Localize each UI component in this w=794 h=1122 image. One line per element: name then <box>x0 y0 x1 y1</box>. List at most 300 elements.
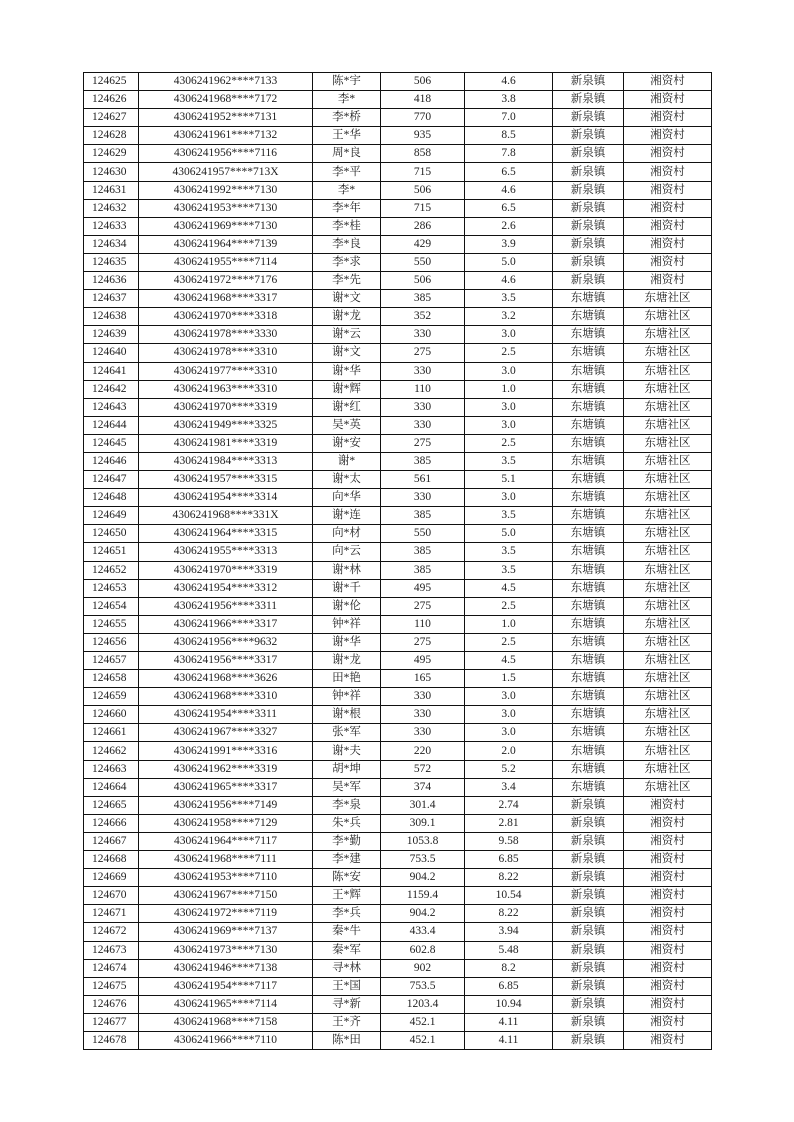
row-number-cell: 124663 <box>84 760 139 778</box>
id-number-cell: 4306241953****7110 <box>139 869 313 887</box>
village-cell: 东塘社区 <box>624 579 712 597</box>
town-cell: 东塘镇 <box>553 615 624 633</box>
row-number-cell: 124629 <box>84 145 139 163</box>
id-number-cell: 4306241967****3327 <box>139 724 313 742</box>
town-cell: 新泉镇 <box>553 199 624 217</box>
value-cell: 1.0 <box>465 615 553 633</box>
village-cell: 东塘社区 <box>624 290 712 308</box>
village-cell: 东塘社区 <box>624 489 712 507</box>
row-number-cell: 124649 <box>84 507 139 525</box>
name-cell: 谢*龙 <box>313 308 381 326</box>
amount-cell: 385 <box>381 561 465 579</box>
amount-cell: 506 <box>381 272 465 290</box>
name-cell: 李*兵 <box>313 905 381 923</box>
name-cell: 陈*田 <box>313 1031 381 1049</box>
name-cell: 谢*千 <box>313 579 381 597</box>
village-cell: 东塘社区 <box>624 742 712 760</box>
row-number-cell: 124630 <box>84 163 139 181</box>
table-row <box>84 91 712 109</box>
amount-cell: 858 <box>381 145 465 163</box>
row-number-cell: 124659 <box>84 688 139 706</box>
town-cell: 新泉镇 <box>553 235 624 253</box>
amount-cell: 495 <box>381 579 465 597</box>
name-cell: 谢*华 <box>313 633 381 651</box>
village-cell: 湘资村 <box>624 977 712 995</box>
name-cell: 李*求 <box>313 253 381 271</box>
value-cell: 3.9 <box>465 235 553 253</box>
row-number-cell: 124625 <box>84 73 139 91</box>
table-row <box>84 434 712 452</box>
town-cell: 新泉镇 <box>553 887 624 905</box>
amount-cell: 904.2 <box>381 905 465 923</box>
id-number-cell: 4306241955****3313 <box>139 543 313 561</box>
town-cell: 新泉镇 <box>553 145 624 163</box>
name-cell: 谢*辉 <box>313 380 381 398</box>
value-cell: 3.5 <box>465 561 553 579</box>
value-cell: 3.94 <box>465 923 553 941</box>
village-cell: 东塘社区 <box>624 507 712 525</box>
table-row <box>84 181 712 199</box>
name-cell: 李*桥 <box>313 109 381 127</box>
village-cell: 东塘社区 <box>624 670 712 688</box>
value-cell: 3.0 <box>465 362 553 380</box>
amount-cell: 110 <box>381 380 465 398</box>
village-cell: 东塘社区 <box>624 525 712 543</box>
value-cell: 4.5 <box>465 652 553 670</box>
table-row <box>84 832 712 850</box>
row-number-cell: 124676 <box>84 995 139 1013</box>
amount-cell: 385 <box>381 452 465 470</box>
table-row <box>84 73 712 91</box>
village-cell: 湘资村 <box>624 905 712 923</box>
town-cell: 东塘镇 <box>553 489 624 507</box>
town-cell: 东塘镇 <box>553 326 624 344</box>
id-number-cell: 4306241968****331X <box>139 507 313 525</box>
id-number-cell: 4306241964****7139 <box>139 235 313 253</box>
row-number-cell: 124633 <box>84 217 139 235</box>
town-cell: 新泉镇 <box>553 995 624 1013</box>
amount-cell: 330 <box>381 326 465 344</box>
table-row <box>84 1031 712 1049</box>
id-number-cell: 4306241956****3311 <box>139 597 313 615</box>
name-cell: 李*桂 <box>313 217 381 235</box>
value-cell: 4.6 <box>465 272 553 290</box>
village-cell: 湘资村 <box>624 199 712 217</box>
village-cell: 湘资村 <box>624 91 712 109</box>
value-cell: 2.74 <box>465 796 553 814</box>
name-cell: 王*齐 <box>313 1013 381 1031</box>
row-number-cell: 124674 <box>84 959 139 977</box>
village-cell: 湘资村 <box>624 923 712 941</box>
town-cell: 新泉镇 <box>553 272 624 290</box>
table-row <box>84 145 712 163</box>
id-number-cell: 4306241970****3319 <box>139 561 313 579</box>
name-cell: 李*年 <box>313 199 381 217</box>
village-cell: 东塘社区 <box>624 434 712 452</box>
id-number-cell: 4306241984****3313 <box>139 452 313 470</box>
town-cell: 新泉镇 <box>553 73 624 91</box>
id-number-cell: 4306241956****7149 <box>139 796 313 814</box>
name-cell: 李*勤 <box>313 832 381 850</box>
value-cell: 4.11 <box>465 1031 553 1049</box>
table-row <box>84 362 712 380</box>
town-cell: 新泉镇 <box>553 869 624 887</box>
town-cell: 东塘镇 <box>553 416 624 434</box>
row-number-cell: 124636 <box>84 272 139 290</box>
table-row <box>84 109 712 127</box>
village-cell: 湘资村 <box>624 995 712 1013</box>
value-cell: 2.5 <box>465 434 553 452</box>
row-number-cell: 124653 <box>84 579 139 597</box>
id-number-cell: 4306241968****3317 <box>139 290 313 308</box>
amount-cell: 286 <box>381 217 465 235</box>
amount-cell: 330 <box>381 724 465 742</box>
table-row <box>84 652 712 670</box>
table-row <box>84 290 712 308</box>
row-number-cell: 124665 <box>84 796 139 814</box>
name-cell: 王*国 <box>313 977 381 995</box>
amount-cell: 452.1 <box>381 1031 465 1049</box>
town-cell: 新泉镇 <box>553 923 624 941</box>
name-cell: 向*材 <box>313 525 381 543</box>
table-row <box>84 941 712 959</box>
id-number-cell: 4306241970****3318 <box>139 308 313 326</box>
row-number-cell: 124642 <box>84 380 139 398</box>
village-cell: 湘资村 <box>624 814 712 832</box>
town-cell: 新泉镇 <box>553 1013 624 1031</box>
id-number-cell: 4306241967****7150 <box>139 887 313 905</box>
table-row <box>84 507 712 525</box>
village-cell: 东塘社区 <box>624 471 712 489</box>
id-number-cell: 4306241968****3310 <box>139 688 313 706</box>
name-cell: 谢*安 <box>313 434 381 452</box>
value-cell: 3.4 <box>465 778 553 796</box>
value-cell: 10.54 <box>465 887 553 905</box>
name-cell: 李*先 <box>313 272 381 290</box>
town-cell: 新泉镇 <box>553 217 624 235</box>
amount-cell: 506 <box>381 73 465 91</box>
value-cell: 3.0 <box>465 326 553 344</box>
row-number-cell: 124639 <box>84 326 139 344</box>
village-cell: 湘资村 <box>624 959 712 977</box>
name-cell: 谢*夫 <box>313 742 381 760</box>
row-number-cell: 124640 <box>84 344 139 362</box>
value-cell: 7.8 <box>465 145 553 163</box>
name-cell: 李*建 <box>313 851 381 869</box>
id-number-cell: 4306241966****3317 <box>139 615 313 633</box>
id-number-cell: 4306241963****3310 <box>139 380 313 398</box>
town-cell: 东塘镇 <box>553 434 624 452</box>
town-cell: 东塘镇 <box>553 760 624 778</box>
id-number-cell: 4306241965****7114 <box>139 995 313 1013</box>
row-number-cell: 124641 <box>84 362 139 380</box>
row-number-cell: 124654 <box>84 597 139 615</box>
amount-cell: 561 <box>381 471 465 489</box>
name-cell: 王*辉 <box>313 887 381 905</box>
value-cell: 3.5 <box>465 507 553 525</box>
id-number-cell: 4306241992****7130 <box>139 181 313 199</box>
row-number-cell: 124650 <box>84 525 139 543</box>
name-cell: 谢*龙 <box>313 652 381 670</box>
name-cell: 向*云 <box>313 543 381 561</box>
amount-cell: 770 <box>381 109 465 127</box>
table-row <box>84 796 712 814</box>
amount-cell: 385 <box>381 543 465 561</box>
value-cell: 2.5 <box>465 597 553 615</box>
value-cell: 7.0 <box>465 109 553 127</box>
town-cell: 东塘镇 <box>553 543 624 561</box>
name-cell: 李* <box>313 91 381 109</box>
amount-cell: 418 <box>381 91 465 109</box>
table-row <box>84 398 712 416</box>
value-cell: 5.0 <box>465 253 553 271</box>
id-number-cell: 4306241952****7131 <box>139 109 313 127</box>
name-cell: 秦*牛 <box>313 923 381 941</box>
value-cell: 8.2 <box>465 959 553 977</box>
table-row <box>84 543 712 561</box>
name-cell: 吴*英 <box>313 416 381 434</box>
town-cell: 新泉镇 <box>553 1031 624 1049</box>
name-cell: 谢*红 <box>313 398 381 416</box>
table-row <box>84 1013 712 1031</box>
value-cell: 8.5 <box>465 127 553 145</box>
amount-cell: 1203.4 <box>381 995 465 1013</box>
amount-cell: 902 <box>381 959 465 977</box>
value-cell: 1.0 <box>465 380 553 398</box>
row-number-cell: 124667 <box>84 832 139 850</box>
village-cell: 东塘社区 <box>624 308 712 326</box>
name-cell: 谢*云 <box>313 326 381 344</box>
name-cell: 向*华 <box>313 489 381 507</box>
value-cell: 4.5 <box>465 579 553 597</box>
table-row <box>84 742 712 760</box>
row-number-cell: 124657 <box>84 652 139 670</box>
amount-cell: 433.4 <box>381 923 465 941</box>
row-number-cell: 124634 <box>84 235 139 253</box>
value-cell: 4.11 <box>465 1013 553 1031</box>
town-cell: 东塘镇 <box>553 688 624 706</box>
value-cell: 6.85 <box>465 977 553 995</box>
value-cell: 3.0 <box>465 398 553 416</box>
value-cell: 3.5 <box>465 452 553 470</box>
amount-cell: 385 <box>381 507 465 525</box>
name-cell: 谢*太 <box>313 471 381 489</box>
value-cell: 9.58 <box>465 832 553 850</box>
value-cell: 3.0 <box>465 489 553 507</box>
village-cell: 东塘社区 <box>624 724 712 742</box>
id-number-cell: 4306241956****9632 <box>139 633 313 651</box>
village-cell: 东塘社区 <box>624 706 712 724</box>
amount-cell: 550 <box>381 525 465 543</box>
value-cell: 3.0 <box>465 416 553 434</box>
village-cell: 东塘社区 <box>624 633 712 651</box>
amount-cell: 385 <box>381 290 465 308</box>
id-number-cell: 4306241968****3626 <box>139 670 313 688</box>
value-cell: 4.6 <box>465 73 553 91</box>
row-number-cell: 124664 <box>84 778 139 796</box>
row-number-cell: 124672 <box>84 923 139 941</box>
name-cell: 李*平 <box>313 163 381 181</box>
row-number-cell: 124656 <box>84 633 139 651</box>
id-number-cell: 4306241966****7110 <box>139 1031 313 1049</box>
town-cell: 新泉镇 <box>553 977 624 995</box>
village-cell: 东塘社区 <box>624 398 712 416</box>
village-cell: 湘资村 <box>624 181 712 199</box>
town-cell: 东塘镇 <box>553 706 624 724</box>
village-cell: 湘资村 <box>624 73 712 91</box>
amount-cell: 715 <box>381 199 465 217</box>
town-cell: 东塘镇 <box>553 471 624 489</box>
name-cell: 钟*祥 <box>313 615 381 633</box>
id-number-cell: 4306241973****7130 <box>139 941 313 959</box>
amount-cell: 330 <box>381 489 465 507</box>
name-cell: 谢*伦 <box>313 597 381 615</box>
village-cell: 湘资村 <box>624 887 712 905</box>
amount-cell: 374 <box>381 778 465 796</box>
name-cell: 谢* <box>313 452 381 470</box>
row-number-cell: 124666 <box>84 814 139 832</box>
village-cell: 东塘社区 <box>624 452 712 470</box>
village-cell: 东塘社区 <box>624 416 712 434</box>
id-number-cell: 4306241953****7130 <box>139 199 313 217</box>
name-cell: 谢*连 <box>313 507 381 525</box>
village-cell: 湘资村 <box>624 127 712 145</box>
town-cell: 新泉镇 <box>553 941 624 959</box>
value-cell: 3.0 <box>465 706 553 724</box>
name-cell: 谢*文 <box>313 290 381 308</box>
table-row <box>84 778 712 796</box>
name-cell: 谢*文 <box>313 344 381 362</box>
name-cell: 李*泉 <box>313 796 381 814</box>
name-cell: 李*良 <box>313 235 381 253</box>
id-number-cell: 4306241972****7119 <box>139 905 313 923</box>
id-number-cell: 4306241977****3310 <box>139 362 313 380</box>
table-row <box>84 344 712 362</box>
town-cell: 东塘镇 <box>553 724 624 742</box>
village-cell: 东塘社区 <box>624 615 712 633</box>
table-row <box>84 235 712 253</box>
amount-cell: 352 <box>381 308 465 326</box>
amount-cell: 452.1 <box>381 1013 465 1031</box>
table-row <box>84 670 712 688</box>
value-cell: 8.22 <box>465 869 553 887</box>
row-number-cell: 124643 <box>84 398 139 416</box>
row-number-cell: 124638 <box>84 308 139 326</box>
id-number-cell: 4306241981****3319 <box>139 434 313 452</box>
table-row <box>84 905 712 923</box>
village-cell: 湘资村 <box>624 235 712 253</box>
village-cell: 湘资村 <box>624 1013 712 1031</box>
amount-cell: 1159.4 <box>381 887 465 905</box>
value-cell: 5.48 <box>465 941 553 959</box>
id-number-cell: 4306241964****7117 <box>139 832 313 850</box>
amount-cell: 275 <box>381 344 465 362</box>
town-cell: 新泉镇 <box>553 163 624 181</box>
village-cell: 东塘社区 <box>624 652 712 670</box>
village-cell: 东塘社区 <box>624 778 712 796</box>
id-number-cell: 4306241969****7137 <box>139 923 313 941</box>
row-number-cell: 124632 <box>84 199 139 217</box>
village-cell: 湘资村 <box>624 217 712 235</box>
table-row <box>84 688 712 706</box>
village-cell: 东塘社区 <box>624 543 712 561</box>
id-number-cell: 4306241949****3325 <box>139 416 313 434</box>
village-cell: 湘资村 <box>624 1031 712 1049</box>
id-number-cell: 4306241962****7133 <box>139 73 313 91</box>
value-cell: 3.8 <box>465 91 553 109</box>
value-cell: 4.6 <box>465 181 553 199</box>
row-number-cell: 124658 <box>84 670 139 688</box>
name-cell: 吴*军 <box>313 778 381 796</box>
table-row <box>84 471 712 489</box>
row-number-cell: 124675 <box>84 977 139 995</box>
name-cell: 李* <box>313 181 381 199</box>
amount-cell: 275 <box>381 633 465 651</box>
town-cell: 东塘镇 <box>553 362 624 380</box>
table-row <box>84 561 712 579</box>
row-number-cell: 124673 <box>84 941 139 959</box>
name-cell: 陈*宇 <box>313 73 381 91</box>
town-cell: 东塘镇 <box>553 525 624 543</box>
table-row <box>84 199 712 217</box>
name-cell: 胡*坤 <box>313 760 381 778</box>
row-number-cell: 124631 <box>84 181 139 199</box>
data-table <box>83 72 712 1050</box>
amount-cell: 275 <box>381 434 465 452</box>
name-cell: 寻*新 <box>313 995 381 1013</box>
town-cell: 新泉镇 <box>553 814 624 832</box>
name-cell: 谢*华 <box>313 362 381 380</box>
amount-cell: 1053.8 <box>381 832 465 850</box>
id-number-cell: 4306241954****7117 <box>139 977 313 995</box>
name-cell: 田*艳 <box>313 670 381 688</box>
amount-cell: 330 <box>381 398 465 416</box>
table-row <box>84 615 712 633</box>
id-number-cell: 4306241968****7172 <box>139 91 313 109</box>
town-cell: 东塘镇 <box>553 561 624 579</box>
town-cell: 东塘镇 <box>553 670 624 688</box>
id-number-cell: 4306241955****7114 <box>139 253 313 271</box>
village-cell: 湘资村 <box>624 796 712 814</box>
table-row <box>84 253 712 271</box>
id-number-cell: 4306241958****7129 <box>139 814 313 832</box>
row-number-cell: 124647 <box>84 471 139 489</box>
value-cell: 2.5 <box>465 344 553 362</box>
table-row <box>84 416 712 434</box>
amount-cell: 220 <box>381 742 465 760</box>
table-row <box>84 851 712 869</box>
table-row <box>84 380 712 398</box>
amount-cell: 550 <box>381 253 465 271</box>
table-row <box>84 308 712 326</box>
table-row <box>84 163 712 181</box>
row-number-cell: 124655 <box>84 615 139 633</box>
table-row <box>84 995 712 1013</box>
id-number-cell: 4306241961****7132 <box>139 127 313 145</box>
row-number-cell: 124644 <box>84 416 139 434</box>
row-number-cell: 124646 <box>84 452 139 470</box>
row-number-cell: 124670 <box>84 887 139 905</box>
town-cell: 新泉镇 <box>553 959 624 977</box>
town-cell: 东塘镇 <box>553 398 624 416</box>
amount-cell: 330 <box>381 362 465 380</box>
value-cell: 5.0 <box>465 525 553 543</box>
village-cell: 东塘社区 <box>624 561 712 579</box>
value-cell: 5.1 <box>465 471 553 489</box>
amount-cell: 275 <box>381 597 465 615</box>
amount-cell: 495 <box>381 652 465 670</box>
amount-cell: 301.4 <box>381 796 465 814</box>
